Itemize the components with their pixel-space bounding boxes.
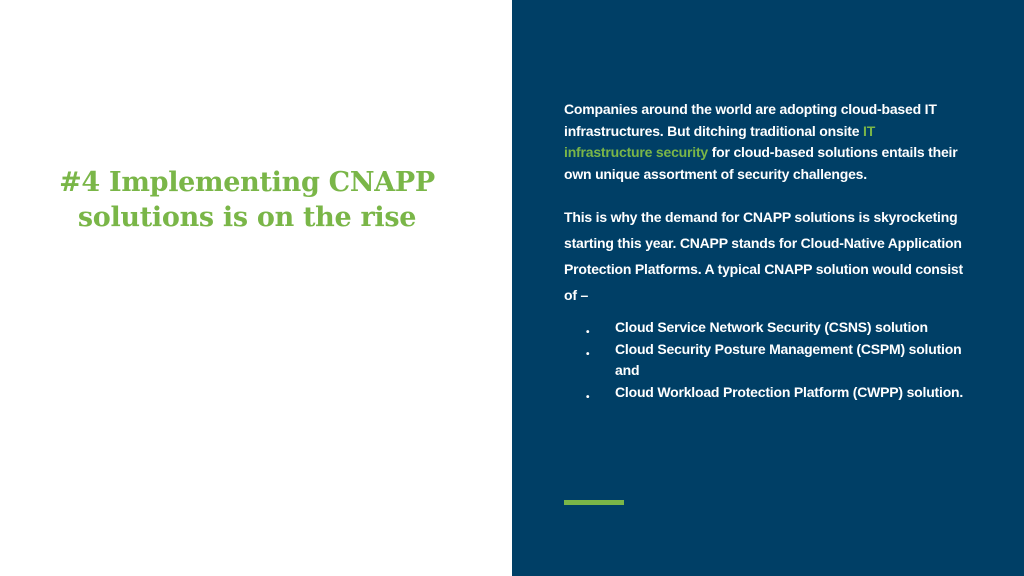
bullet-icon: • (586, 327, 590, 338)
bullet-list (564, 317, 964, 403)
cnapp-paragraph: This is why the demand for CNAPP solutions is skyrocketing starting this year. CNAPP stands for Cloud-Native Application Protection Platforms. A typical CNAPP solution would consist of – (564, 209, 963, 303)
intro-paragraph (564, 99, 964, 185)
right-panel (512, 0, 1024, 576)
content-block (564, 99, 964, 403)
list-item (564, 339, 965, 382)
list-item-text: Cloud Workload Protection Platform (CWPP) solution. (615, 383, 964, 400)
list-item-text: Cloud Service Network Security (CSNS) solution (615, 319, 928, 335)
slide-title: #4 Implementing CNAPP solutions is on the rise (59, 167, 435, 233)
accent-bar (564, 500, 624, 505)
it-infrastructure-security-link[interactable]: IT infrastructure security (564, 122, 876, 160)
bullet-icon: • (586, 391, 590, 403)
list-item (564, 382, 965, 404)
intro-text-before-link: Companies around the world are adopting cloud-based IT infrastructures. But ditching traditional onsite (564, 101, 937, 139)
bullet-icon: • (586, 348, 590, 360)
list-item-text: Cloud Security Posture Management (CSPM) solution and (615, 340, 962, 378)
intro-text-after-link: for cloud-based solutions entails their own unique assortment of security challenges. (564, 144, 958, 182)
list-item (564, 317, 965, 339)
